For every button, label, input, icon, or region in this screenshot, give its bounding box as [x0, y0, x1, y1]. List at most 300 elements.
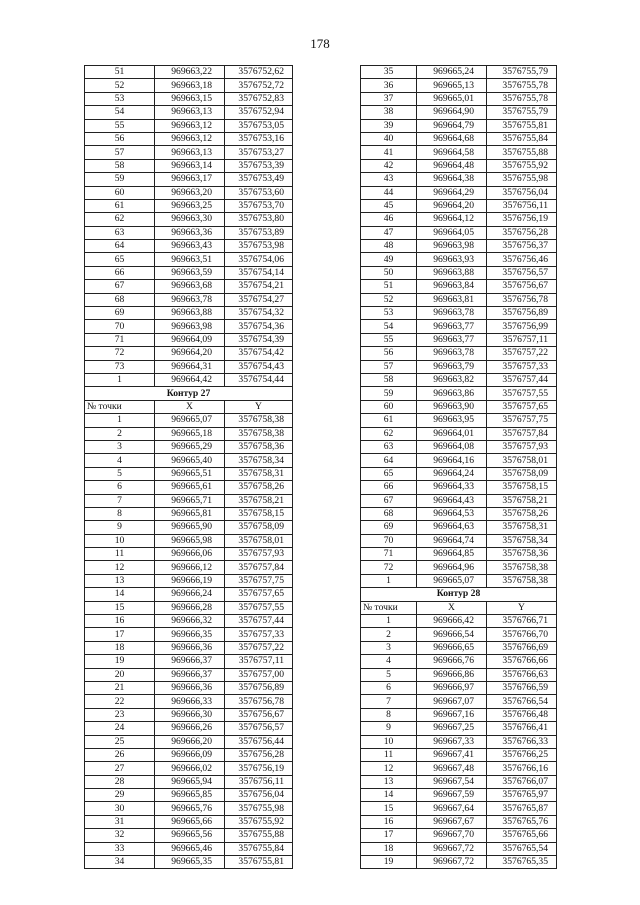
point-number-cell: 2	[85, 427, 155, 440]
y-coordinate-cell: 3576755,88	[225, 829, 293, 842]
table-row	[85, 802, 293, 815]
point-number-cell: 70	[85, 320, 155, 333]
table-row	[85, 119, 293, 132]
x-coordinate-cell: 969664,05	[417, 226, 487, 239]
point-number-header: № точки	[85, 400, 155, 413]
point-number-cell: 30	[85, 802, 155, 815]
point-number-cell: 72	[361, 561, 417, 574]
x-coordinate-cell: 969664,58	[417, 146, 487, 159]
x-coordinate-cell: 969663,59	[155, 266, 225, 279]
y-coordinate-cell: 3576757,44	[225, 615, 293, 628]
x-coordinate-cell: 969663,18	[155, 79, 225, 92]
point-number-cell: 7	[85, 494, 155, 507]
x-coordinate-cell: 969663,12	[155, 119, 225, 132]
y-coordinate-cell: 3576758,15	[487, 481, 557, 494]
y-coordinate-cell: 3576757,93	[225, 548, 293, 561]
table-row	[361, 320, 557, 333]
y-coordinate-cell: 3576756,04	[487, 186, 557, 199]
point-number-cell: 39	[361, 119, 417, 132]
contour-title-row	[361, 588, 557, 601]
y-coordinate-cell: 3576758,21	[487, 494, 557, 507]
y-coordinate-cell: 3576754,44	[225, 373, 293, 386]
point-number-cell: 7	[361, 695, 417, 708]
table-row	[85, 213, 293, 226]
table-row	[85, 695, 293, 708]
x-coordinate-cell: 969663,12	[155, 132, 225, 145]
y-coordinate-cell: 3576758,38	[487, 574, 557, 587]
x-coordinate-cell: 969663,86	[417, 387, 487, 400]
point-number-cell: 10	[361, 735, 417, 748]
point-number-cell: 34	[85, 856, 155, 869]
table-row	[361, 789, 557, 802]
point-number-cell: 54	[85, 106, 155, 119]
x-coordinate-cell: 969664,74	[417, 534, 487, 547]
x-coordinate-cell: 969666,37	[155, 668, 225, 681]
point-number-cell: 17	[85, 628, 155, 641]
x-coordinate-cell: 969663,17	[155, 173, 225, 186]
x-coordinate-cell: 969667,72	[417, 856, 487, 869]
y-coordinate-cell: 3576756,57	[487, 266, 557, 279]
table-row	[85, 507, 293, 520]
x-coordinate-cell: 969665,46	[155, 842, 225, 855]
y-coordinate-cell: 3576766,16	[487, 762, 557, 775]
y-coordinate-cell: 3576765,76	[487, 815, 557, 828]
table-row	[361, 427, 557, 440]
point-number-cell: 56	[361, 347, 417, 360]
table-row	[85, 146, 293, 159]
x-coordinate-cell: 969665,94	[155, 775, 225, 788]
point-number-cell: 8	[361, 708, 417, 721]
y-coordinate-cell: 3576754,21	[225, 280, 293, 293]
table-row	[361, 708, 557, 721]
x-coordinate-cell: 969663,13	[155, 146, 225, 159]
point-number-cell: 14	[361, 789, 417, 802]
y-coordinate-cell: 3576753,05	[225, 119, 293, 132]
table-row	[85, 615, 293, 628]
point-number-cell: 28	[85, 775, 155, 788]
x-coordinate-cell: 969663,14	[155, 159, 225, 172]
y-coordinate-cell: 3576766,59	[487, 681, 557, 694]
point-number-cell: 60	[361, 400, 417, 413]
x-coordinate-cell: 969663,77	[417, 333, 487, 346]
y-coordinate-cell: 3576758,01	[225, 534, 293, 547]
x-coordinate-cell: 969666,33	[155, 695, 225, 708]
point-number-cell: 52	[361, 293, 417, 306]
table-row	[361, 92, 557, 105]
page-number: 178	[310, 36, 330, 51]
x-coordinate-cell: 969665,07	[417, 574, 487, 587]
point-number-cell: 52	[85, 79, 155, 92]
x-coordinate-cell: 969665,98	[155, 534, 225, 547]
point-number-cell: 6	[85, 481, 155, 494]
point-number-cell: 4	[85, 454, 155, 467]
table-row	[85, 307, 293, 320]
point-number-cell: 73	[85, 360, 155, 373]
x-header: X	[155, 400, 225, 413]
x-coordinate-cell: 969664,33	[417, 481, 487, 494]
y-coordinate-cell: 3576766,54	[487, 695, 557, 708]
table-row	[361, 106, 557, 119]
point-number-cell: 1	[361, 615, 417, 628]
point-number-cell: 16	[85, 615, 155, 628]
table-row	[361, 722, 557, 735]
table-row	[361, 641, 557, 654]
point-number-cell: 5	[85, 467, 155, 480]
point-number-cell: 51	[361, 280, 417, 293]
x-coordinate-cell: 969666,24	[155, 588, 225, 601]
x-coordinate-cell: 969663,81	[417, 293, 487, 306]
table-row	[85, 186, 293, 199]
y-coordinate-cell: 3576754,14	[225, 266, 293, 279]
x-coordinate-cell: 969664,42	[155, 373, 225, 386]
point-number-cell: 63	[85, 226, 155, 239]
table-row	[85, 266, 293, 279]
x-coordinate-cell: 969666,76	[417, 655, 487, 668]
point-number-cell: 33	[85, 842, 155, 855]
table-row	[85, 588, 293, 601]
y-coordinate-cell: 3576765,87	[487, 802, 557, 815]
point-number-cell: 68	[361, 507, 417, 520]
point-number-cell: 13	[361, 775, 417, 788]
x-coordinate-cell: 969663,13	[155, 106, 225, 119]
x-coordinate-cell: 969663,98	[417, 240, 487, 253]
point-number-cell: 19	[85, 655, 155, 668]
table-row	[361, 373, 557, 386]
point-number-cell: 63	[361, 440, 417, 453]
x-coordinate-cell: 969665,07	[155, 414, 225, 427]
x-coordinate-cell: 969663,82	[417, 373, 487, 386]
table-row	[85, 494, 293, 507]
point-number-cell: 69	[361, 521, 417, 534]
table-row	[361, 132, 557, 145]
table-row	[85, 775, 293, 788]
point-number-cell: 10	[85, 534, 155, 547]
x-coordinate-cell: 969663,95	[417, 414, 487, 427]
y-coordinate-cell: 3576757,84	[225, 561, 293, 574]
y-coordinate-cell: 3576757,22	[487, 347, 557, 360]
point-number-cell: 38	[361, 106, 417, 119]
y-coordinate-cell: 3576758,38	[225, 427, 293, 440]
point-number-cell: 17	[361, 829, 417, 842]
y-coordinate-cell: 3576756,46	[487, 253, 557, 266]
y-coordinate-cell: 3576758,38	[487, 561, 557, 574]
x-coordinate-cell: 969663,78	[155, 293, 225, 306]
y-coordinate-cell: 3576766,48	[487, 708, 557, 721]
y-coordinate-cell: 3576758,34	[225, 454, 293, 467]
x-coordinate-cell: 969664,96	[417, 561, 487, 574]
point-number-cell: 41	[361, 146, 417, 159]
y-coordinate-cell: 3576757,22	[225, 641, 293, 654]
point-number-cell: 61	[361, 414, 417, 427]
y-coordinate-cell: 3576755,98	[487, 173, 557, 186]
coordinates-table-left	[84, 65, 293, 869]
table-row	[361, 815, 557, 828]
x-coordinate-cell: 969665,01	[417, 92, 487, 105]
contour-title: Контур 28	[361, 588, 557, 601]
x-coordinate-cell: 969664,12	[417, 213, 487, 226]
table-row	[85, 427, 293, 440]
table-row	[85, 106, 293, 119]
point-number-cell: 19	[361, 856, 417, 869]
x-coordinate-cell: 969664,79	[417, 119, 487, 132]
point-number-cell: 57	[85, 146, 155, 159]
x-coordinate-cell: 969664,20	[155, 347, 225, 360]
y-coordinate-cell: 3576755,81	[225, 856, 293, 869]
y-coordinate-cell: 3576766,69	[487, 641, 557, 654]
contour-title: Контур 27	[85, 387, 293, 400]
table-row	[361, 829, 557, 842]
y-coordinate-cell: 3576753,16	[225, 132, 293, 145]
point-number-cell: 49	[361, 253, 417, 266]
table-row	[85, 92, 293, 105]
y-coordinate-cell: 3576756,19	[487, 213, 557, 226]
y-coordinate-cell: 3576758,26	[487, 507, 557, 520]
point-number-cell: 54	[361, 320, 417, 333]
table-row	[85, 829, 293, 842]
point-number-cell: 56	[85, 132, 155, 145]
table-row	[85, 815, 293, 828]
table-row	[361, 842, 557, 855]
table-row	[361, 748, 557, 761]
table-row	[85, 454, 293, 467]
y-coordinate-cell: 3576753,98	[225, 240, 293, 253]
column-header-row	[85, 400, 293, 413]
table-row	[85, 414, 293, 427]
point-number-cell: 66	[85, 266, 155, 279]
point-number-cell: 37	[361, 92, 417, 105]
point-number-cell: 14	[85, 588, 155, 601]
x-coordinate-cell: 969667,64	[417, 802, 487, 815]
y-coordinate-cell: 3576758,26	[225, 481, 293, 494]
x-coordinate-cell: 969666,97	[417, 681, 487, 694]
table-row	[361, 454, 557, 467]
y-coordinate-cell: 3576758,36	[225, 440, 293, 453]
y-coordinate-cell: 3576756,28	[225, 748, 293, 761]
point-number-cell: 15	[85, 601, 155, 614]
y-coordinate-cell: 3576765,66	[487, 829, 557, 842]
x-coordinate-cell: 969667,72	[417, 842, 487, 855]
x-coordinate-cell: 969666,32	[155, 615, 225, 628]
y-coordinate-cell: 3576755,88	[487, 146, 557, 159]
table-row	[85, 842, 293, 855]
x-coordinate-cell: 969663,30	[155, 213, 225, 226]
table-row	[85, 574, 293, 587]
y-coordinate-cell: 3576757,33	[225, 628, 293, 641]
y-coordinate-cell: 3576765,54	[487, 842, 557, 855]
table-row	[361, 226, 557, 239]
point-number-cell: 46	[361, 213, 417, 226]
table-row	[85, 320, 293, 333]
table-row	[85, 628, 293, 641]
y-coordinate-cell: 3576753,70	[225, 199, 293, 212]
table-row	[361, 507, 557, 520]
x-coordinate-cell: 969665,18	[155, 427, 225, 440]
x-coordinate-cell: 969665,71	[155, 494, 225, 507]
point-number-cell: 8	[85, 507, 155, 520]
y-coordinate-cell: 3576766,63	[487, 668, 557, 681]
x-coordinate-cell: 969665,51	[155, 467, 225, 480]
x-coordinate-cell: 969666,26	[155, 722, 225, 735]
x-coordinate-cell: 969663,51	[155, 253, 225, 266]
table-row	[85, 132, 293, 145]
point-number-cell: 25	[85, 735, 155, 748]
y-coordinate-cell: 3576757,93	[487, 440, 557, 453]
x-coordinate-cell: 969666,12	[155, 561, 225, 574]
point-number-cell: 64	[85, 240, 155, 253]
table-row	[361, 199, 557, 212]
point-number-cell: 50	[361, 266, 417, 279]
y-coordinate-cell: 3576752,94	[225, 106, 293, 119]
x-coordinate-cell: 969667,33	[417, 735, 487, 748]
point-number-cell: 1	[85, 414, 155, 427]
x-coordinate-cell: 969666,19	[155, 574, 225, 587]
point-number-cell: 58	[361, 373, 417, 386]
x-coordinate-cell: 969664,90	[417, 106, 487, 119]
table-row	[85, 333, 293, 346]
table-row	[361, 414, 557, 427]
x-coordinate-cell: 969666,28	[155, 601, 225, 614]
x-coordinate-cell: 969667,41	[417, 748, 487, 761]
table-row	[361, 481, 557, 494]
point-number-cell: 72	[85, 347, 155, 360]
table-row	[361, 681, 557, 694]
y-coordinate-cell: 3576756,11	[225, 775, 293, 788]
table-row	[361, 561, 557, 574]
point-number-cell: 65	[361, 467, 417, 480]
point-number-cell: 29	[85, 789, 155, 802]
point-number-cell: 57	[361, 360, 417, 373]
table-row	[85, 173, 293, 186]
table-row	[361, 521, 557, 534]
x-coordinate-cell: 969665,29	[155, 440, 225, 453]
table-row	[85, 561, 293, 574]
x-coordinate-cell: 969666,54	[417, 628, 487, 641]
table-row	[85, 521, 293, 534]
point-number-cell: 22	[85, 695, 155, 708]
table-row	[361, 615, 557, 628]
table-row	[361, 548, 557, 561]
column-header-row	[361, 601, 557, 614]
x-coordinate-cell: 969663,20	[155, 186, 225, 199]
y-coordinate-cell: 3576754,06	[225, 253, 293, 266]
left-coordinates-column	[84, 65, 293, 869]
table-row	[361, 440, 557, 453]
y-coordinate-cell: 3576757,11	[487, 333, 557, 346]
table-row	[85, 280, 293, 293]
x-coordinate-cell: 969663,68	[155, 280, 225, 293]
x-coordinate-cell: 969663,84	[417, 280, 487, 293]
y-coordinate-cell: 3576754,42	[225, 347, 293, 360]
table-row	[85, 347, 293, 360]
x-coordinate-cell: 969663,93	[417, 253, 487, 266]
y-coordinate-cell: 3576754,32	[225, 307, 293, 320]
table-row	[85, 668, 293, 681]
table-row	[361, 66, 557, 79]
y-coordinate-cell: 3576757,75	[487, 414, 557, 427]
y-coordinate-cell: 3576755,81	[487, 119, 557, 132]
y-coordinate-cell: 3576758,38	[225, 414, 293, 427]
y-coordinate-cell: 3576756,89	[487, 307, 557, 320]
point-number-cell: 62	[85, 213, 155, 226]
table-row	[85, 735, 293, 748]
point-number-cell: 53	[85, 92, 155, 105]
table-row	[85, 548, 293, 561]
x-coordinate-cell: 969664,08	[417, 440, 487, 453]
x-coordinate-cell: 969667,67	[417, 815, 487, 828]
table-row	[85, 199, 293, 212]
point-number-cell: 9	[361, 722, 417, 735]
y-coordinate-cell: 3576757,55	[487, 387, 557, 400]
y-header: Y	[225, 400, 293, 413]
x-coordinate-cell: 969666,35	[155, 628, 225, 641]
x-coordinate-cell: 969665,66	[155, 815, 225, 828]
point-number-cell: 11	[85, 548, 155, 561]
y-coordinate-cell: 3576756,57	[225, 722, 293, 735]
y-coordinate-cell: 3576766,71	[487, 615, 557, 628]
x-coordinate-cell: 969663,88	[155, 307, 225, 320]
point-number-cell: 27	[85, 762, 155, 775]
point-number-cell: 18	[361, 842, 417, 855]
y-coordinate-cell: 3576766,07	[487, 775, 557, 788]
x-coordinate-cell: 969664,63	[417, 521, 487, 534]
point-number-cell: 13	[85, 574, 155, 587]
table-row	[361, 574, 557, 587]
right-coordinates-column	[360, 65, 557, 869]
table-row	[85, 373, 293, 386]
point-number-cell: 67	[361, 494, 417, 507]
table-row	[85, 159, 293, 172]
table-row	[85, 708, 293, 721]
point-number-cell: 15	[361, 802, 417, 815]
x-coordinate-cell: 969667,70	[417, 829, 487, 842]
point-number-cell: 3	[85, 440, 155, 453]
x-coordinate-cell: 969664,29	[417, 186, 487, 199]
point-number-cell: 31	[85, 815, 155, 828]
x-coordinate-cell: 969663,88	[417, 266, 487, 279]
x-coordinate-cell: 969664,48	[417, 159, 487, 172]
table-row	[361, 802, 557, 815]
x-header: X	[417, 601, 487, 614]
y-coordinate-cell: 3576766,41	[487, 722, 557, 735]
x-coordinate-cell: 969663,43	[155, 240, 225, 253]
point-number-cell: 59	[361, 387, 417, 400]
x-coordinate-cell: 969665,76	[155, 802, 225, 815]
x-coordinate-cell: 969664,09	[155, 333, 225, 346]
table-row	[85, 240, 293, 253]
table-row	[85, 66, 293, 79]
table-row	[85, 440, 293, 453]
table-row	[361, 695, 557, 708]
y-coordinate-cell: 3576757,55	[225, 601, 293, 614]
x-coordinate-cell: 969664,20	[417, 199, 487, 212]
x-coordinate-cell: 969666,20	[155, 735, 225, 748]
table-row	[85, 481, 293, 494]
x-coordinate-cell: 969663,36	[155, 226, 225, 239]
y-coordinate-cell: 3576756,67	[487, 280, 557, 293]
table-row	[85, 293, 293, 306]
point-number-cell: 67	[85, 280, 155, 293]
x-coordinate-cell: 969664,31	[155, 360, 225, 373]
point-number-cell: 20	[85, 668, 155, 681]
y-coordinate-cell: 3576755,84	[225, 842, 293, 855]
y-coordinate-cell: 3576758,34	[487, 534, 557, 547]
table-row	[361, 775, 557, 788]
point-number-cell: 42	[361, 159, 417, 172]
table-row	[85, 722, 293, 735]
x-coordinate-cell: 969665,24	[417, 66, 487, 79]
x-coordinate-cell: 969665,61	[155, 481, 225, 494]
y-coordinate-cell: 3576753,49	[225, 173, 293, 186]
